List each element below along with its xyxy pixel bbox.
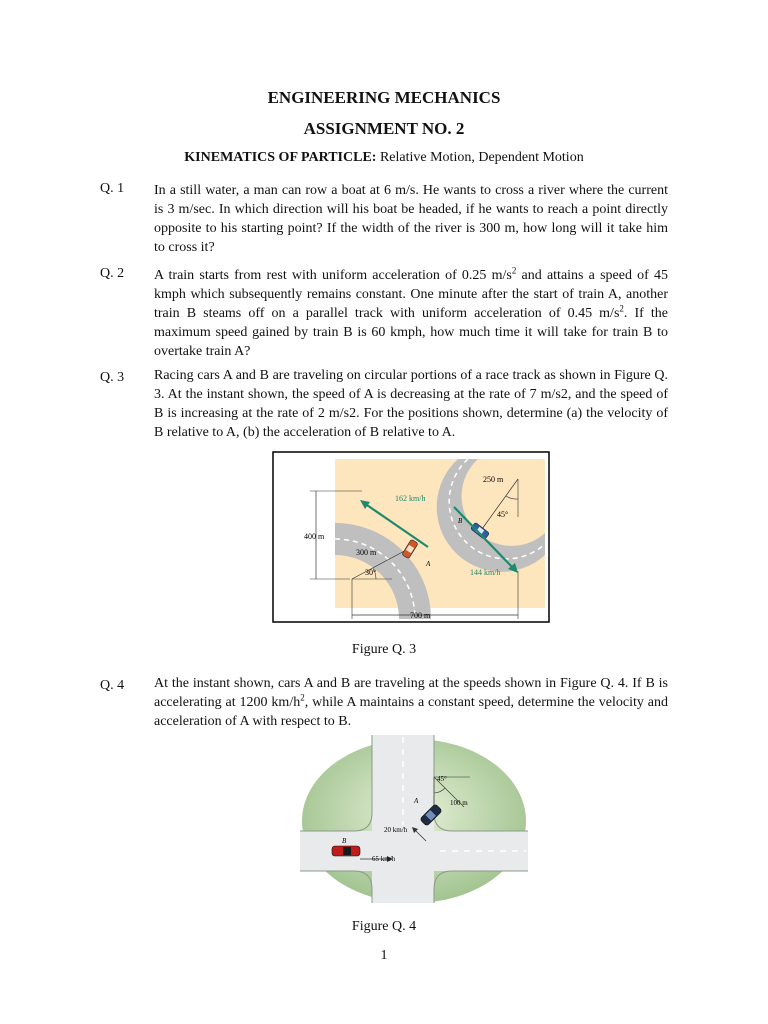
course-title: ENGINEERING MECHANICS (267, 88, 501, 107)
figure-q3-caption: Figure Q. 3 (351, 642, 417, 657)
question-2-number: Q. 2 (100, 266, 125, 281)
speed-a-label: 162 km/h (395, 494, 426, 503)
speed-b-label: 144 km/h (470, 568, 501, 577)
question-2-sup1: 2 (511, 265, 517, 276)
page-number: 1 (380, 948, 388, 963)
question-3-text: Racing cars A and B are traveling on circular portions of a race track as shown in Figure Q. 3. At the instant shown, the speed of A is decreasing at the rate of 7 m/s2, and the speed of B is increasing at the rate of 2 m/s2. For the positions shown, determine (a) the velocity of B relative to A, (b) the acceleration of B relative to A. (154, 368, 668, 440)
assignment-title: ASSIGNMENT NO. 2 (303, 119, 465, 138)
question-4-sup1: 2 (300, 692, 305, 703)
angle-30-label: 30° (365, 568, 377, 577)
angle-45-label: 45° (437, 775, 447, 783)
figure-q4 (300, 735, 528, 903)
question-3-number: Q. 3 (100, 370, 125, 385)
question-2-part1: A train starts from rest with uniform acceleration of 0.25 m/s (154, 268, 512, 283)
car-b (332, 846, 360, 856)
question-2-part3: . If the maximum speed gained by train B is 60 kmph, how much time it will take for train B to overtake train A? (154, 306, 668, 359)
topic-line (0, 150, 768, 166)
question-1-text: In a still water, a man can row a boat at 6 m/s. He wants to cross a river where the current is 3 m/sec. In which direction will his boat be headed, if he wants to reach a point directly opposite to his starting point? If the width of the river is 300 m, how long will it take him to cross it? (154, 183, 668, 255)
speed-b-label: 65 km/h (372, 855, 396, 863)
car-a-label: A (426, 560, 431, 568)
car-b-label: B (342, 837, 347, 845)
dim-300-label: 300 m (356, 548, 377, 557)
dim-100-label: 100 m (450, 799, 468, 807)
dim-250-label: 250 m (483, 475, 504, 484)
question-4-part2: , while A maintains a constant speed, determine the velocity and acceleration of A with respect to B. (154, 695, 668, 729)
topic-label: KINEMATICS OF PARTICLE: (184, 150, 377, 165)
car-a-label: A (414, 797, 419, 805)
angle-45-label: 45° (497, 510, 509, 519)
question-4-number: Q. 4 (100, 678, 125, 693)
question-2-sup2: 2 (619, 303, 624, 314)
dim-700-label: 700 m (410, 611, 431, 620)
question-4-text (154, 674, 668, 731)
question-2-text (154, 266, 668, 361)
question-1-number: Q. 1 (100, 181, 125, 196)
figure-q3 (272, 451, 550, 623)
speed-a-label: 20 km/h (384, 826, 408, 834)
topic-description: Relative Motion, Dependent Motion (376, 150, 584, 165)
figure-q4-caption: Figure Q. 4 (351, 919, 417, 934)
question-4-part1: At the instant shown, cars A and B are traveling at the speeds shown in Figure Q. 4. If B is accelerating at 1200 km/h (154, 676, 668, 710)
question-2-part2: and attains a speed of 45 kmph which subsequently remains constant. One minute after the start of train A, another train B steams off on a parallel track with uniform acceleration of 0.45 m/s (154, 268, 668, 321)
dim-400-label: 400 m (304, 532, 325, 541)
car-b-label: B (458, 517, 463, 525)
